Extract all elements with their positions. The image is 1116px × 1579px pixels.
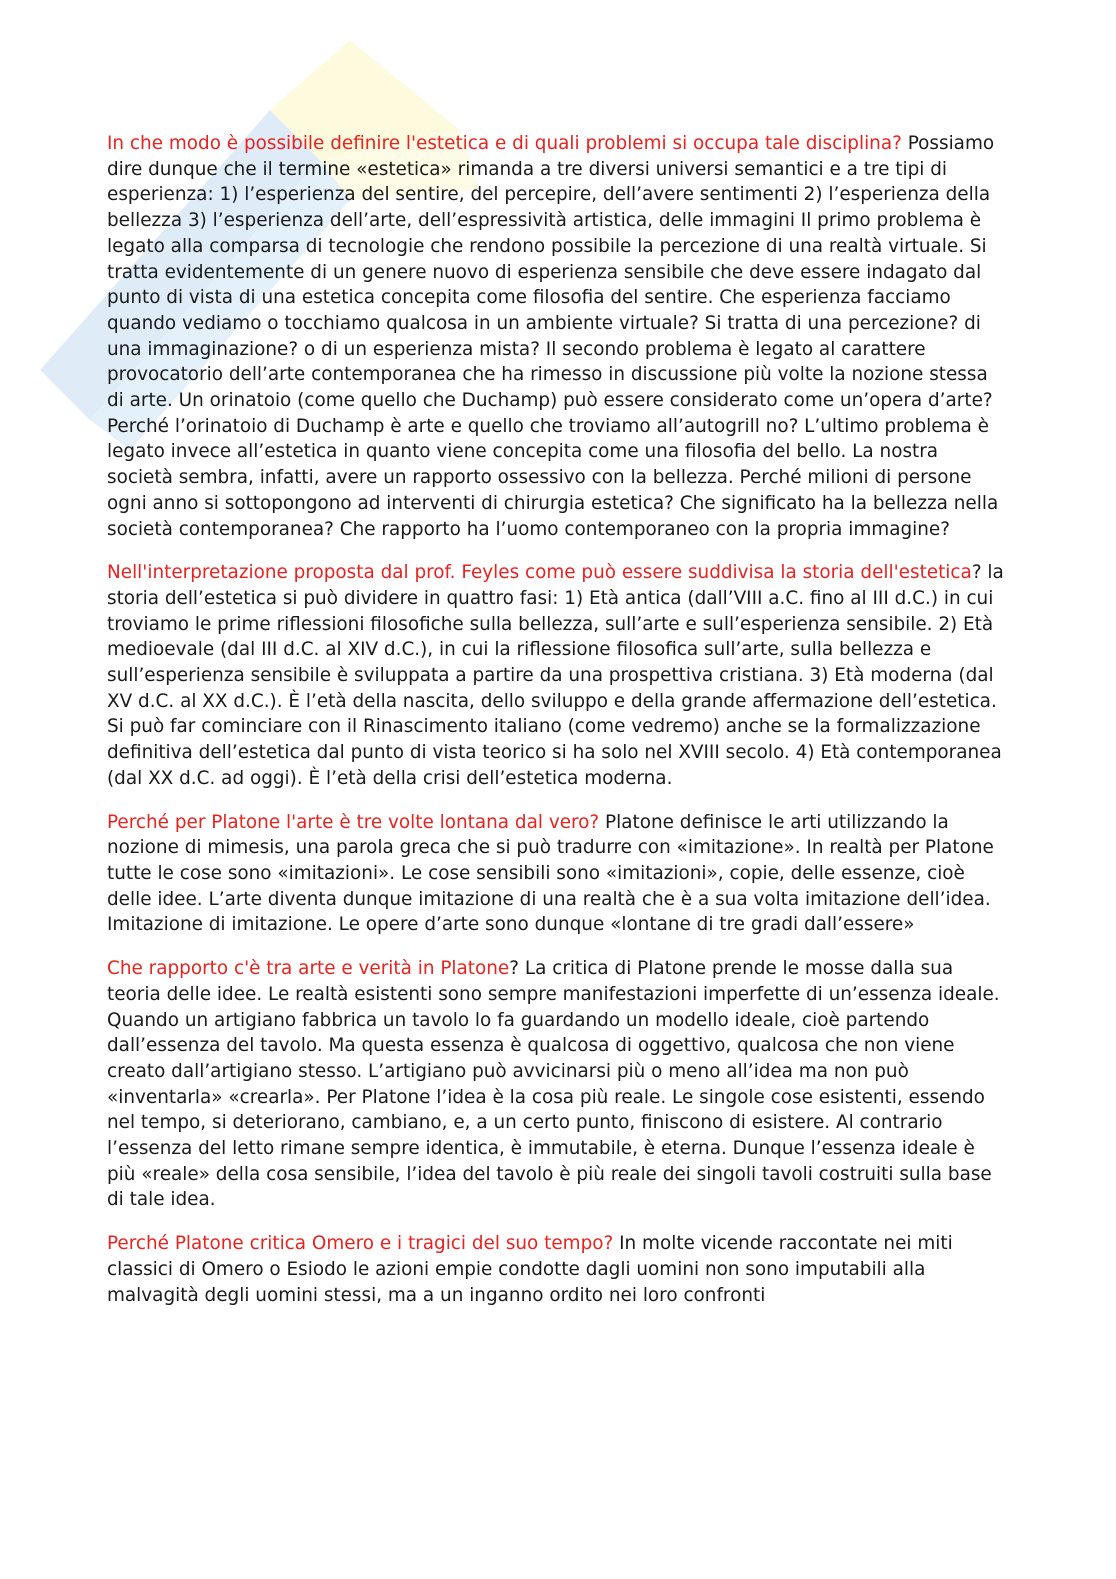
- document-page: [107, 131, 1007, 1326]
- question-text: Perché Platone critica Omero e i tragici del suo tempo?: [107, 1233, 614, 1255]
- question-text: Perché per Platone l'arte è tre volte lontana dal vero?: [107, 811, 600, 833]
- qa-section-estetica-definizione: [107, 131, 1007, 542]
- qa-section-arte-verita-platone: [107, 956, 1007, 1213]
- answer-text: In molte vicende raccontate nei miti classici di Omero o Esiodo le azioni empie condotte dagli uomini non sono imputabili alla malvagità degli uomini stessi, ma a un inganno ordito nei loro confronti: [107, 1233, 953, 1306]
- answer-text: Platone definisce le arti utilizzando la nozione di mimesis, una parola greca che si può tradurre con «imitazione». In realtà per Platone tutte le cose sono «imitazioni». Le cose sensibili sono «imitazioni», copie, delle essenze, cioè delle idee. L’arte diventa dunque imitazione di una realtà che è a sua volta imitazione dell’idea. Imitazione di imitazione. Le opere d’arte sono dunque «lontane di tre gradi dall’essere»: [107, 811, 994, 936]
- answer-text: ? La critica di Platone prende le mosse dalla sua teoria delle idee. Le realtà esistenti sono sempre manifestazioni imperfette di un’essenza ideale. Quando un artigiano fabbrica un tavolo lo fa guardando un modello ideale, cioè partendo dall’essenza del tavolo. Ma questa essenza è qualcosa di oggettivo, qualcosa che non viene creato dall’artigiano stesso. L’artigiano può avvicinarsi più o meno all’idea ma non può «inventarla» «crearla». Per Platone l’idea è la cosa più reale. Le singole cose esistenti, essendo nel tempo, si deteriorano, cambiano, e, a un certo punto, finiscono di esistere. Al contrario l’essenza del letto rimane sempre identica, è immutabile, è eterna. Dunque l’essenza ideale è più «reale» della cosa sensibile, l’idea del tavolo è più reale dei singoli tavoli costruiti sulla base di tale idea.: [107, 958, 1000, 1211]
- question-text: Che rapporto c'è tra arte e verità in Platone: [107, 958, 510, 980]
- answer-text: ? la storia dell’estetica si può dividere in quattro fasi: 1) Età antica (dall’VIII a.C. fino al III d.C.) in cui troviamo le prime riflessioni filosofiche sulla bellezza, sull’arte e sull’esperienza sensibile. 2) Età medioevale (dal III d.C. al XIV d.C.), in cui la riflessione filosofica sull’arte, sulla bellezza e sull’esperienza sensibile è sviluppata a partire da una prospettiva cristiana. 3) Età moderna (dal XV d.C. al XX d.C.). È l’età della nascita, dello sviluppo e della grande affermazione dell’estetica. Si può far cominciare con il Rinascimento italiano (come vedremo) anche se la formalizzazione definitiva dell’estetica dal punto di vista teorico si ha solo nel XVIII secolo. 4) Età contemporanea (dal XX d.C. ad oggi). È l’età della crisi dell’estetica moderna.: [107, 562, 1004, 789]
- question-text: Nell'interpretazione proposta dal prof. Feyles come può essere suddivisa la storia dell'estetica: [107, 562, 972, 584]
- qa-section-storia-estetica: [107, 560, 1007, 791]
- answer-text: Possiamo dire dunque che il termine «estetica» rimanda a tre diversi universi semantici e a tre tipi di esperienza: 1) l’esperienza del sentire, del percepire, dell’avere sentimenti 2) l’esperienza della bellezza 3) l’esperienza dell’arte, dell’espressività artistica, delle immagini Il primo problema è legato alla comparsa di tecnologie che rendono possibile la percezione di una realtà virtuale. Si tratta evidentemente di un genere nuovo di esperienza sensibile che deve essere indagato dal punto di vista di una estetica concepita come filosofia del sentire. Che esperienza facciamo quando vediamo o tocchiamo qualcosa in un ambiente virtuale? Si tratta di una percezione? di una immaginazione? o di un esperienza mista? Il secondo problema è legato al carattere provocatorio dell’arte contemporanea che ha rimesso in discussione più volte la nozione stessa di arte. Un orinatoio (come quello che Duchamp) può essere considerato come un’opera d’arte? Perché l’orinatoio di Duchamp è arte e quello che troviamo all’autogrill no? L’ultimo problema è legato invece all’estetica in quanto viene concepita come una filosofia del bello. La nostra società sembra, infatti, avere un rapporto ossessivo con la bellezza. Perché milioni di persone ogni anno si sottopongono ad interventi di chirurgia estetica? Che significato ha la bellezza nella società contemporanea? Che rapporto ha l’uomo contemporaneo con la propria immagine?: [107, 133, 999, 540]
- qa-section-platone-arte-lontana: [107, 810, 1007, 939]
- question-text: In che modo è possibile definire l'estetica e di quali problemi si occupa tale disciplina?: [107, 133, 902, 154]
- qa-section-platone-omero: [107, 1231, 1007, 1308]
